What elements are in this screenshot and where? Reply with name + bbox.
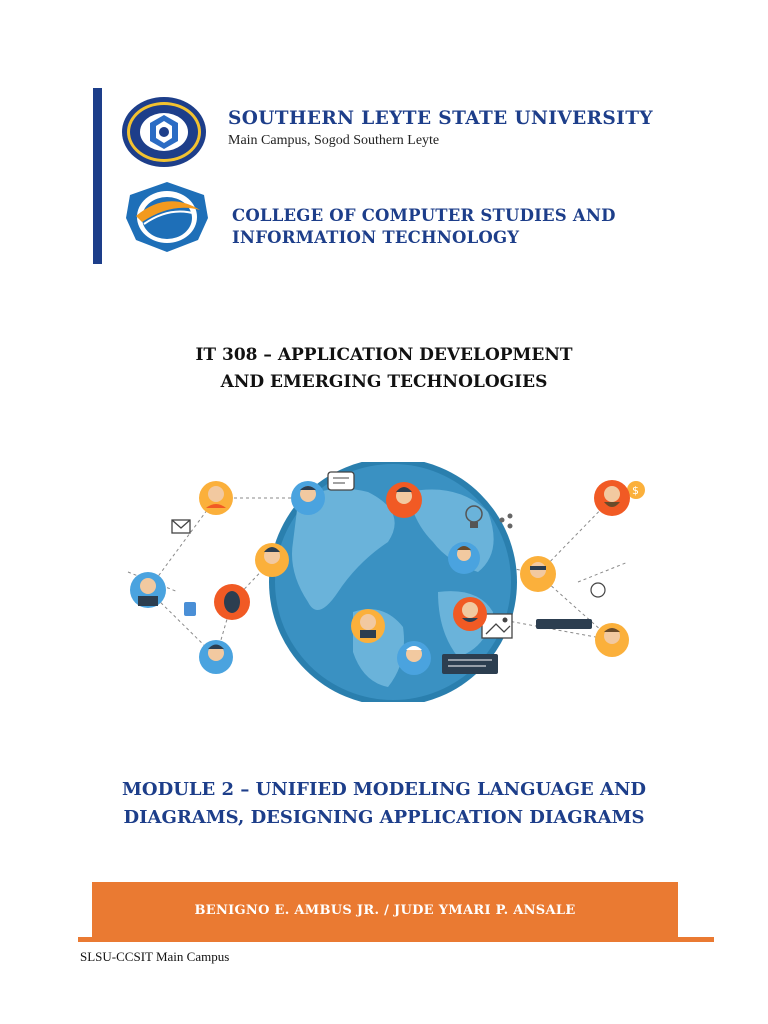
person-avatar-icon bbox=[199, 481, 233, 515]
person-avatar-icon bbox=[386, 482, 422, 518]
module-title-line-2: DIAGRAMS, DESIGNING APPLICATION DIAGRAMS bbox=[123, 807, 645, 828]
person-avatar-icon bbox=[448, 542, 480, 574]
course-title-line-2: AND EMERGING TECHNOLOGIES bbox=[220, 372, 548, 392]
thumbs-up-icon bbox=[184, 602, 196, 616]
author-banner bbox=[92, 882, 678, 938]
university-seal-icon bbox=[120, 95, 208, 169]
chat-bubble-icon bbox=[328, 472, 354, 490]
footer-campus-label: SLSU-CCSIT Main Campus bbox=[80, 949, 230, 964]
person-avatar-icon bbox=[214, 584, 250, 620]
globe-network-illustration bbox=[108, 462, 664, 702]
author-names: BENIGNO E. AMBUS JR. / JUDE YMARI P. ANSALE bbox=[194, 902, 576, 918]
course-title bbox=[0, 342, 768, 396]
university-name: SOUTHERN LEYTE STATE UNIVERSITY bbox=[228, 108, 653, 129]
university-campus: Main Campus, Sogod Southern Leyte bbox=[228, 133, 440, 148]
author-banner-underline bbox=[78, 937, 714, 942]
person-avatar-icon bbox=[130, 572, 166, 608]
person-avatar-icon bbox=[520, 556, 556, 592]
person-avatar-icon bbox=[397, 641, 431, 675]
envelope-icon bbox=[172, 520, 190, 533]
globe-small-icon bbox=[591, 583, 605, 597]
header-accent-bar bbox=[93, 88, 102, 264]
person-avatar-icon bbox=[595, 623, 629, 657]
person-avatar-icon bbox=[594, 480, 630, 516]
course-title-line-1: IT 308 – APPLICATION DEVELOPMENT bbox=[195, 345, 573, 365]
person-avatar-icon bbox=[255, 543, 289, 577]
person-avatar-icon bbox=[351, 609, 385, 643]
module-title bbox=[0, 776, 768, 832]
svg-text:$: $ bbox=[632, 484, 639, 497]
person-avatar-icon bbox=[199, 640, 233, 674]
college-logo-icon bbox=[122, 180, 212, 254]
college-name: COLLEGE OF COMPUTER STUDIES AND INFORMATION TECHNOLOGY bbox=[232, 206, 616, 247]
person-avatar-icon bbox=[453, 597, 487, 631]
person-avatar-icon bbox=[291, 481, 325, 515]
module-title-line-1: MODULE 2 – UNIFIED MODELING LANGUAGE AND bbox=[121, 779, 647, 800]
